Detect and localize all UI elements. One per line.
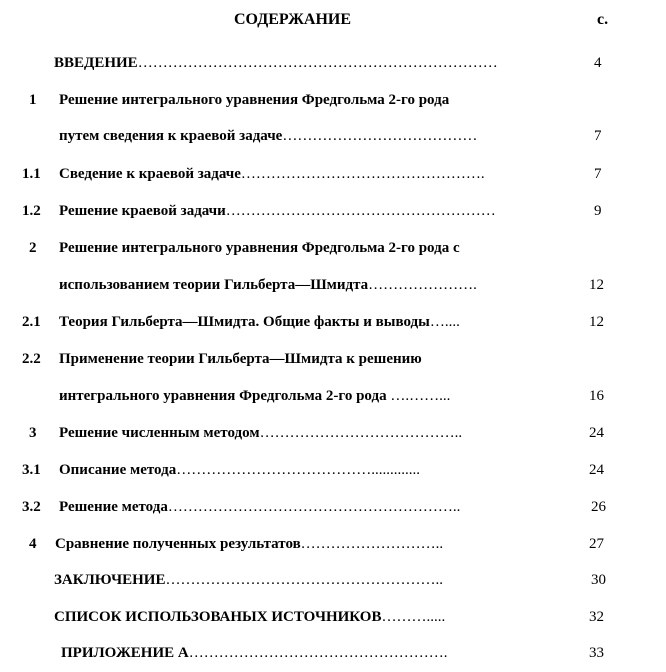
toc-page-number: 7 (594, 166, 602, 182)
toc-page-number: 4 (594, 55, 602, 71)
toc-page-number: 27 (589, 536, 604, 552)
toc-entry-text: Сведение к краевой задаче (59, 166, 241, 182)
leader-dots: ……………………………………………. (188, 645, 448, 661)
toc-entry-text: Решение краевой задачи (59, 203, 226, 219)
toc-section-number: 1 (29, 92, 37, 108)
toc-entry-text: Решение метода (59, 499, 168, 515)
toc-entry-text: ВВЕДЕНИЕ (54, 55, 138, 71)
toc-entry (59, 166, 485, 183)
toc-page-number: 33 (589, 645, 604, 661)
toc-page-number: 24 (589, 462, 604, 478)
leader-dots: …………………. (368, 277, 477, 293)
toc-page-number: 12 (589, 314, 604, 330)
toc-entry-text: Решение интегрального уравнения Фредгольма 2-го рода с (59, 240, 460, 256)
toc-entry-text: путем сведения к краевой задаче (59, 128, 283, 144)
toc-section-number: 2.1 (22, 314, 41, 330)
toc-entry-appendix (61, 645, 447, 662)
toc-entry (55, 536, 443, 553)
leader-dots: …………………………………............. (176, 462, 420, 478)
toc-entry-text: использованием теории Гильберта—Шмидта (59, 277, 369, 293)
toc-entry (59, 425, 462, 442)
toc-entry-text: Решение численным методом (59, 425, 260, 441)
toc-title: СОДЕРЖАНИЕ (234, 11, 352, 28)
toc-page-number: 9 (594, 203, 602, 219)
toc-entry-continuation (59, 388, 450, 405)
toc-entry-continuation (59, 128, 477, 145)
toc-entry-text: Теория Гильберта—Шмидта. Общие факты и выводы (59, 314, 430, 330)
toc-entry-continuation (59, 277, 477, 294)
toc-section-number: 1.2 (22, 203, 41, 219)
toc-page-number: 24 (589, 425, 604, 441)
toc-section-number: 4 (29, 536, 37, 552)
toc-section-number: 2 (29, 240, 37, 256)
toc-entry-text: Сравнение полученных результатов (55, 536, 301, 552)
leader-dots: ….... (429, 314, 460, 330)
leader-dots: ……………………………………………… (225, 203, 496, 219)
toc-section-number: 2.2 (22, 351, 41, 367)
toc-entry (59, 314, 460, 331)
toc-page-number: 26 (591, 499, 606, 515)
toc-entry (59, 203, 496, 220)
toc-entry-text: Описание метода (59, 462, 177, 478)
toc-section-number: 1.1 (22, 166, 41, 182)
toc-entry-conclusion (54, 572, 443, 589)
toc-page-number: 30 (591, 572, 606, 588)
leader-dots: ….……... (386, 388, 451, 404)
toc-entry (59, 462, 420, 479)
toc-entry-text: Решение интегрального уравнения Фредгольма 2-го рода (59, 92, 450, 108)
toc-entry (59, 499, 460, 516)
leader-dots: ……………………………………………….. (165, 572, 443, 588)
leader-dots: ………..... (381, 609, 446, 625)
leader-dots: ……………………….. (300, 536, 444, 552)
toc-page-number: 12 (589, 277, 604, 293)
leader-dots: ………………………………………………….. (167, 499, 461, 515)
toc-entry-intro (54, 55, 498, 72)
toc-section-number: 3 (29, 425, 37, 441)
page-column-label: с. (597, 11, 609, 28)
leader-dots: ……………………………………………………………… (137, 55, 498, 71)
toc-section-number: 3.1 (22, 462, 41, 478)
leader-dots: ………………………………… (282, 128, 478, 144)
leader-dots: ………………………………….. (259, 425, 463, 441)
toc-entry-text: СПИСОК ИСПОЛЬЗОВАНЫХ ИСТОЧНИКОВ (54, 609, 382, 625)
toc-entry-text: Применение теории Гильберта—Шмидта к решению (59, 351, 422, 367)
toc-entry-references (54, 609, 445, 626)
toc-page-number: 7 (594, 128, 602, 144)
toc-page-number: 16 (589, 388, 604, 404)
toc-entry-text: ПРИЛОЖЕНИЕ А (61, 645, 189, 661)
leader-dots: …………………………………………. (240, 166, 485, 182)
toc-entry-text: ЗАКЛЮЧЕНИЕ (54, 572, 166, 588)
toc-entry-text: интегрального уравнения Фредгольма 2-го рода (59, 388, 387, 404)
toc-section-number: 3.2 (22, 499, 41, 515)
toc-page-number: 32 (589, 609, 604, 625)
